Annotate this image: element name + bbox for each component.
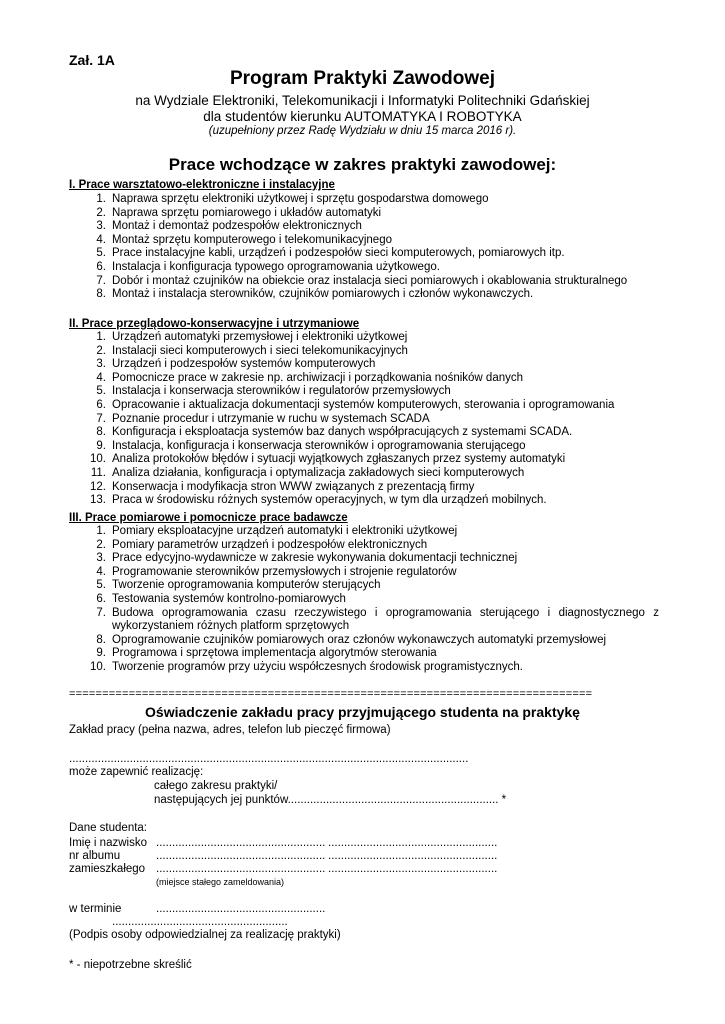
list-item-number: 10.: [90, 453, 106, 466]
student-data-label: Dane studenta:: [69, 822, 148, 834]
list-item-text: Prace instalacyjne kabli, urządzeń i podzespołów sieci komputerowych, pomiarowych itp.: [112, 247, 565, 260]
album-label: nr albumu: [69, 850, 121, 862]
list-item-number: 12.: [90, 480, 106, 493]
list-item-text: Konserwacja i modyfikacja stron WWW związanych z prezentacją firmy: [112, 480, 475, 493]
residence-note: (miejsce stałego zameldowania): [156, 877, 285, 887]
list-item-number: 7.: [96, 274, 106, 287]
list-item-number: 13.: [90, 494, 106, 507]
list-item-number: 6.: [96, 261, 106, 273]
list-item-text: Analiza protokołów błędów i sytuacji wyjątkowych zgłaszanych przez systemy automatyki: [112, 453, 566, 466]
list-item-number: 1.: [96, 525, 106, 537]
address-field[interactable]: .....................................................: [156, 863, 326, 875]
faculty-line: na Wydziale Elektroniki, Telekomunikacji i Informatyki Politechniki Gdańskiej: [135, 93, 590, 108]
option-selected-points[interactable]: następujących jej punktów.................................................................. *: [154, 794, 507, 806]
section-title: I. Prace warsztatowo-elektroniczne i instalacyjne: [69, 179, 335, 191]
term-field[interactable]: .....................................................: [156, 903, 326, 915]
can-provide-label: może zapewnić realizację:: [69, 766, 204, 778]
list-item-number: 2.: [96, 206, 106, 219]
list-item-text: Budowa oprogramowania czasu rzeczywistego i oprogramowania sterującego i diagnostycznego z wykorzystaniem różnych platform sprzętowych: [112, 606, 659, 633]
list-item-text: Instalacja, konfiguracja i konserwacja sterowników i oprogramowania sterującego: [112, 439, 526, 452]
address-label: zamieszkałego: [69, 863, 146, 875]
list-item-text: Praca w środowisku różnych systemów operacyjnych, w tym dla urządzeń mobilnych.: [112, 494, 547, 507]
company-label: Zakład pracy (pełna nazwa, adres, telefon lub pieczęć firmowa): [69, 724, 391, 736]
list-item-number: 8.: [96, 288, 106, 301]
list-item-number: 2.: [96, 344, 106, 357]
company-field[interactable]: .............................................................................................................................: [69, 753, 469, 765]
list-item-number: 9.: [96, 439, 106, 452]
list-item-number: 6.: [96, 593, 106, 605]
list-item-text: Programowa i sprzętowa implementacja algorytmów sterowania: [112, 647, 437, 660]
list-item-number: 5.: [96, 385, 106, 398]
section-heading: Prace wchodzące w zakres praktyki zawodowej:: [168, 155, 557, 174]
list-item-text: Prace edycyjno-wydawnicze w zakresie wykonywania dokumentacji technicznej: [112, 552, 518, 565]
list-item-number: 4.: [96, 565, 106, 578]
list-item-number: 5.: [96, 579, 106, 592]
list-item-text: Tworzenie programów przy użyciu współczesnych środowisk programistycznych.: [112, 661, 523, 673]
list-item-text: Naprawa sprzętu elektroniki użytkowej i sprzętu gospodarstwa domowego: [112, 193, 489, 205]
list-item-text: Pomiary eksploatacyjne urządzeń automatyki i elektroniki użytkowej: [112, 525, 458, 537]
list-item-text: Pomiary parametrów urządzeń i podzespołów elektronicznych: [112, 538, 428, 551]
name-field[interactable]: .....................................................: [156, 837, 326, 849]
address-field-2[interactable]: .....................................................: [328, 863, 498, 875]
separator-line: ===============================================================================: [69, 688, 593, 700]
signature-label: (Podpis osoby odpowiedzialnej za realizację praktyki): [69, 929, 341, 941]
list-item-text: Poznanie procedur i utrzymanie w ruchu w systemach SCADA: [112, 412, 430, 425]
section-title: III. Prace pomiarowe i pomocnicze prace badawcze: [69, 512, 348, 524]
declaration-title: Oświadczenie zakładu pracy przyjmującego studenta na praktykę: [145, 704, 580, 720]
list-item-text: Programowanie sterowników przemysłowych i strojenie regulatorów: [112, 565, 457, 578]
list-item-number: 2.: [96, 538, 106, 551]
list-item-number: 3.: [96, 358, 106, 371]
list-item-number: 6.: [96, 399, 106, 411]
list-item-text: Oprogramowanie czujników pomiarowych oraz członów wykonawczych automatyki przemysłowej: [112, 633, 607, 646]
list-item-number: 4.: [96, 371, 106, 384]
list-item-number: 3.: [96, 552, 106, 565]
attachment-label: Zał. 1A: [69, 52, 115, 68]
footnote: * - niepotrzebne skreślić: [69, 959, 192, 971]
album-field[interactable]: .....................................................: [156, 850, 326, 862]
section-title: II. Prace przeglądowo-konserwacyjne i utrzymaniowe: [69, 318, 360, 330]
program-line: dla studentów kierunku AUTOMATYKA I ROBOTYKA: [203, 109, 522, 124]
list-item-text: Testowania systemów kontrolno-pomiarowych: [112, 593, 346, 605]
page-title: Program Praktyki Zawodowej: [229, 68, 496, 89]
list-item-number: 10.: [90, 661, 106, 673]
term-label: w terminie: [69, 903, 122, 915]
list-item-text: Urządzeń i podzespołów systemów komputerowych: [112, 358, 376, 371]
name-label: Imię i nazwisko: [69, 837, 147, 849]
list-item-number: 8.: [96, 426, 106, 439]
amendment-note: (uzupełniony przez Radę Wydziału w dniu 15 marca 2016 r).: [208, 125, 517, 137]
list-item-number: 1.: [96, 331, 106, 343]
list-item-number: 4.: [96, 233, 106, 246]
list-item-text: Tworzenie oprogramowania komputerów sterujących: [112, 579, 381, 592]
list-item-text: Naprawa sprzętu pomiarowego i układów automatyki: [112, 206, 382, 219]
list-item-text: Pomocnicze prace w zakresie np. archiwizacji i porządkowania nośników danych: [112, 371, 524, 384]
album-field-2[interactable]: .....................................................: [328, 850, 498, 862]
list-item-text: Dobór i montaż czujników na obiekcie oraz instalacja sieci pomiarowych i okablowania strukturalnego: [112, 274, 628, 287]
list-item-number: 7.: [96, 412, 106, 425]
name-field-2[interactable]: .....................................................: [328, 837, 498, 849]
list-item-number: 5.: [96, 247, 106, 260]
list-item-number: 9.: [96, 647, 106, 660]
list-item-number: 1.: [96, 193, 106, 205]
list-item-text: Analiza działania, konfiguracja i optymalizacja zakładowych sieci komputerowych: [112, 467, 525, 479]
list-item-number: 3.: [96, 220, 106, 233]
option-full-scope[interactable]: całego zakresu praktyki/: [154, 780, 278, 792]
list-item-text: Urządzeń automatyki przemysłowej i elektroniki użytkowej: [112, 331, 408, 343]
list-item-text: Montaż i instalacja sterowników, czujników pomiarowych i członów wykonawczych.: [112, 288, 534, 301]
list-item-text: Opracowanie i aktualizacja dokumentacji systemów komputerowych, sterowania i oprogramowania: [112, 399, 615, 411]
list-item-number: 8.: [96, 633, 106, 646]
list-item-text: Instalacji sieci komputerowych i sieci telekomunikacyjnych: [112, 344, 408, 357]
list-item-text: Montaż i demontaż podzespołów elektronicznych: [112, 220, 362, 233]
list-item-text: Instalacja i konserwacja sterowników i regulatorów przemysłowych: [112, 385, 451, 398]
list-item-text: Instalacja i konfiguracja typowego oprogramowania użytkowego.: [112, 261, 440, 273]
list-item-number: 7.: [96, 606, 106, 619]
signature-field[interactable]: .......................................................: [112, 916, 288, 928]
list-item-text: Montaż sprzętu komputerowego i telekomunikacyjnego: [112, 233, 392, 246]
list-item-text: Konfiguracja i eksploatacja systemów baz danych współpracujących z systemami SCADA.: [112, 426, 573, 439]
list-item-number: 11.: [90, 467, 106, 479]
